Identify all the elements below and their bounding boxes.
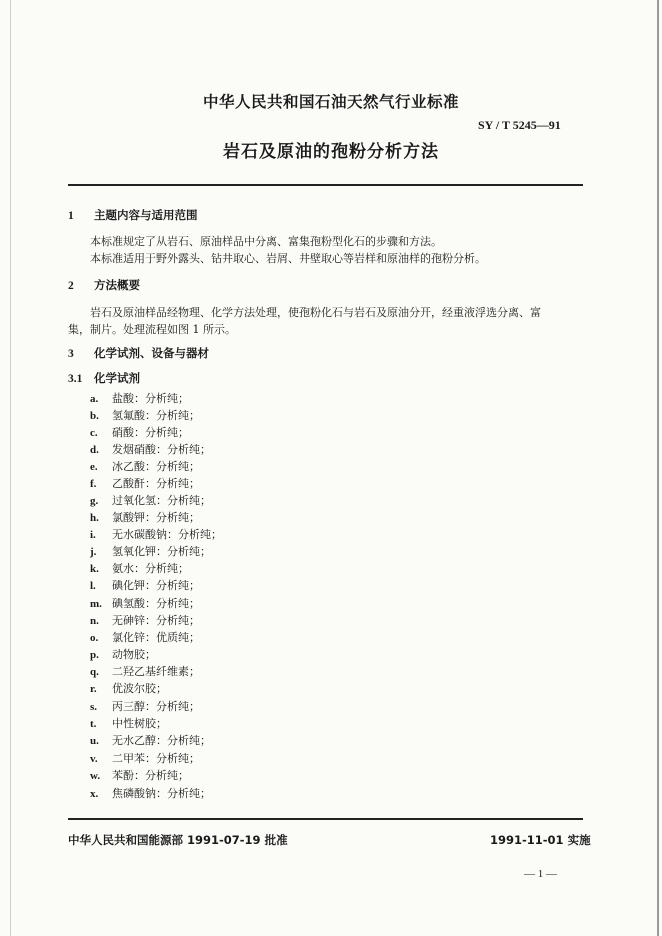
reagent-item <box>90 407 200 423</box>
reagent-text: 焦磷酸钠：分析纯； <box>112 787 211 800</box>
section-3-1-title: 化学试剂 <box>94 371 140 385</box>
reagent-item <box>90 680 167 696</box>
reagent-letter: k. <box>90 563 99 575</box>
reagent-item <box>90 767 189 783</box>
reagent-letter: t. <box>90 718 97 730</box>
approval-line: 中华人民共和国能源部 1991-07-19 批准 <box>68 833 288 847</box>
implementation-date: 1991-11-01 实施 <box>490 833 591 847</box>
reagent-text: 发烟硝酸：分析纯； <box>112 443 211 456</box>
section-2-heading <box>68 277 140 293</box>
reagent-item <box>90 424 189 440</box>
section-2-paragraph-line-1: 岩石及原油样品经物理、化学方法处理，使孢粉化石与岩石及原油分开，经重液浮选分离、富 <box>90 306 541 319</box>
section-3-number: 3 <box>68 348 74 360</box>
reagent-item <box>90 698 200 714</box>
reagent-item <box>90 543 211 559</box>
reagent-text: 二羟乙基纤维素； <box>112 665 200 678</box>
reagent-letter: s. <box>90 701 98 713</box>
reagent-letter: h. <box>90 512 99 524</box>
section-2-number: 2 <box>68 280 74 292</box>
issuing-organization: 中华人民共和国石油天然气行业标准 <box>202 93 459 111</box>
section-3-heading <box>68 345 209 361</box>
header-divider <box>68 184 583 186</box>
reagent-text: 动物胶； <box>112 648 156 661</box>
reagent-text: 氢氟酸：分析纯； <box>112 409 200 422</box>
section-1-title: 主题内容与适用范围 <box>94 208 198 222</box>
reagent-letter: x. <box>90 788 99 800</box>
reagent-text: 碘化钾：分析纯； <box>112 579 200 592</box>
reagent-letter: d. <box>90 444 99 456</box>
standard-code: SY / T 5245—91 <box>478 118 561 132</box>
reagent-item <box>90 475 200 491</box>
reagent-text: 无砷锌：分析纯； <box>112 614 200 627</box>
reagent-text: 丙三醇：分析纯； <box>112 700 200 713</box>
reagent-item <box>90 560 189 576</box>
reagent-letter: o. <box>90 632 99 644</box>
reagent-text: 冰乙酸：分析纯； <box>112 460 200 473</box>
reagent-letter: a. <box>90 393 99 405</box>
reagent-item <box>90 750 200 766</box>
reagent-item <box>90 492 211 508</box>
section-1-paragraph-2: 本标准适用于野外露头、钻井取心、岩屑、井壁取心等岩样和原油样的孢粉分析。 <box>90 252 486 265</box>
reagent-letter: m. <box>90 598 102 610</box>
reagent-letter: v. <box>90 753 98 765</box>
reagent-text: 氨水：分析纯； <box>112 562 189 575</box>
document-title: 岩石及原油的孢粉分析方法 <box>223 142 439 162</box>
footer-divider <box>68 818 583 820</box>
section-1-number: 1 <box>68 210 74 222</box>
section-1-paragraph-1: 本标准规定了从岩石、原油样品中分离、富集孢粉型化石的步骤和方法。 <box>90 235 442 248</box>
reagent-text: 氢氧化钾：分析纯； <box>112 545 211 558</box>
section-2-paragraph-line-2: 集，制片。处理流程如图 1 所示。 <box>68 323 236 336</box>
reagent-text: 中性树胶； <box>112 717 167 730</box>
reagent-item <box>90 577 200 593</box>
reagent-letter: b. <box>90 410 99 422</box>
reagent-item <box>90 612 200 628</box>
section-3-1-number: 3.1 <box>68 373 83 385</box>
reagent-item <box>90 715 167 731</box>
reagent-letter: c. <box>90 427 98 439</box>
reagent-item <box>90 441 211 457</box>
reagent-letter: q. <box>90 666 99 678</box>
reagent-text: 无水碳酸钠：分析纯； <box>112 528 222 541</box>
reagent-item <box>90 663 200 679</box>
reagent-item <box>90 646 156 662</box>
reagent-text: 碘氢酸：分析纯； <box>112 597 200 610</box>
reagent-letter: f. <box>90 478 97 490</box>
reagent-text: 优波尔胶； <box>112 682 167 695</box>
reagent-text: 氯化锌：优质纯； <box>112 631 200 644</box>
reagent-item <box>90 785 211 801</box>
reagent-item <box>90 629 200 645</box>
reagent-item <box>90 732 211 748</box>
reagent-letter: j. <box>90 546 97 558</box>
section-3-title: 化学试剂、设备与器材 <box>94 346 209 360</box>
reagent-letter: u. <box>90 735 99 747</box>
reagent-item <box>90 390 189 406</box>
reagent-text: 氯酸钾：分析纯； <box>112 511 200 524</box>
reagent-item <box>90 595 200 611</box>
section-1-heading <box>68 207 198 223</box>
reagent-text: 硝酸：分析纯； <box>112 426 189 439</box>
reagent-letter: e. <box>90 461 98 473</box>
page-number: — 1 — <box>524 868 557 880</box>
reagent-letter: g. <box>90 495 99 507</box>
reagent-text: 二甲苯：分析纯； <box>112 752 200 765</box>
reagent-letter: p. <box>90 649 99 661</box>
reagent-letter: r. <box>90 683 97 695</box>
reagent-letter: n. <box>90 615 99 627</box>
reagent-text: 过氧化氢：分析纯； <box>112 494 211 507</box>
reagent-text: 乙酸酐：分析纯； <box>112 477 200 490</box>
reagent-letter: l. <box>90 580 96 592</box>
reagent-text: 盐酸：分析纯； <box>112 392 189 405</box>
reagent-item <box>90 526 222 542</box>
reagent-item <box>90 458 200 474</box>
section-3-1-heading <box>68 370 140 386</box>
section-2-title: 方法概要 <box>94 278 140 292</box>
reagent-text: 苯酚：分析纯； <box>112 769 189 782</box>
reagent-letter: i. <box>90 529 96 541</box>
reagent-letter: w. <box>90 770 101 782</box>
reagent-text: 无水乙醇：分析纯； <box>112 734 211 747</box>
reagent-item <box>90 509 200 525</box>
